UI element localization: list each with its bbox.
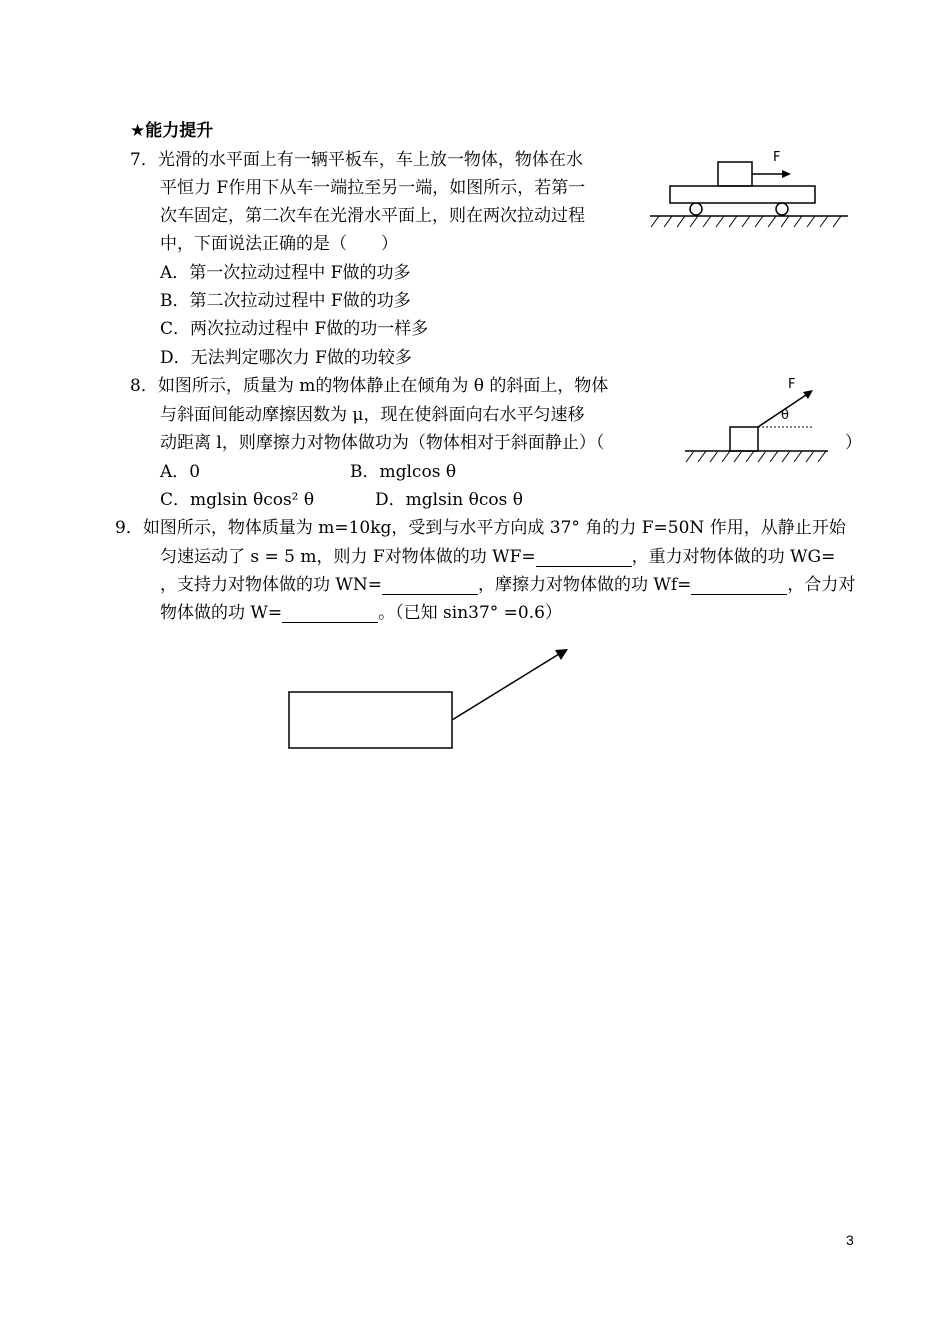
q9-line-2-text-b: ，重力对物体做的功 WG= bbox=[631, 547, 836, 567]
q8-theta-label: θ bbox=[781, 408, 789, 423]
force-arrow-icon bbox=[803, 390, 813, 399]
q9-line-4 bbox=[160, 598, 562, 623]
section-heading bbox=[130, 116, 213, 141]
q7-force-label: F bbox=[773, 150, 781, 165]
q9-line-3 bbox=[160, 570, 855, 595]
q7-line-1: 7．光滑的水平面上有一辆平板车，车上放一物体，物体在水 bbox=[130, 150, 583, 170]
q9-line-4-text-b: 。（已知 sin37° =0.6） bbox=[378, 603, 562, 623]
q7-option-c: C．两次拉动过程中 F做的功一样多 bbox=[160, 319, 429, 339]
q8-close-paren: ） bbox=[845, 433, 862, 453]
q7-option-a: A．第一次拉动过程中 F做的功多 bbox=[160, 263, 411, 283]
q9-line-1: 9．如图所示，物体质量为 m=10kg，受到与水平方向成 37° 角的力 F=50N 作用，从静止开始 bbox=[115, 518, 846, 538]
q7-line-2: 平恒力 F作用下从车一端拉至另一端，如图所示，若第一 bbox=[160, 178, 586, 198]
q8-line-3: 动距离 l，则摩擦力对物体做功为（物体相对于斜面静止）（ bbox=[160, 433, 605, 453]
ground-hatch bbox=[686, 451, 826, 462]
q8-force-label: F bbox=[788, 377, 796, 392]
q9-line-3-text-b: ，摩擦力对物体做的功 Wf= bbox=[478, 575, 692, 595]
q8-line-1: 8．如图所示，质量为 m的物体静止在倾角为 θ 的斜面上，物体 bbox=[130, 376, 609, 396]
q8-option-c: C．mglsin θcos² θ bbox=[160, 490, 315, 510]
q9-line-2 bbox=[160, 542, 835, 567]
cart-figure bbox=[645, 145, 855, 235]
wheel-icon bbox=[690, 203, 702, 215]
q8-option-a: A．0 bbox=[160, 462, 201, 482]
work-n-blank[interactable] bbox=[382, 576, 478, 595]
work-f-blank[interactable] bbox=[536, 548, 632, 567]
force-angle-figure bbox=[680, 372, 835, 467]
block-shape bbox=[289, 692, 452, 748]
q8-option-d: D．mglsin θcos θ bbox=[375, 490, 523, 510]
work-f-friction-blank[interactable] bbox=[691, 576, 787, 595]
q9-line-3-text: ，支持力对物体做的功 WN= bbox=[160, 575, 382, 595]
q8-line-2: 与斜面间能动摩擦因数为 μ，现在使斜面向右水平匀速移 bbox=[160, 405, 585, 425]
q9-line-2-text: 匀速运动了 s = 5 m，则力 F对物体做的功 WF= bbox=[160, 547, 536, 567]
q8-option-b: B．mglcos θ bbox=[350, 462, 457, 482]
q7-line-3: 次车固定，第二次车在光滑水平面上，则在两次拉动过程 bbox=[160, 206, 585, 226]
q7-option-d: D．无法判定哪次力 F做的功较多 bbox=[160, 348, 412, 368]
q9-line-3-text-c: ，合力对 bbox=[787, 575, 856, 595]
block-shape bbox=[730, 427, 758, 451]
star-icon: ★ bbox=[130, 121, 146, 141]
ground-hatch bbox=[651, 216, 841, 227]
section-title: 能力提升 bbox=[145, 121, 214, 141]
q7-option-b: B．第二次拉动过程中 F做的功多 bbox=[160, 291, 411, 311]
wheel-icon bbox=[776, 203, 788, 215]
block-force-figure bbox=[285, 645, 580, 755]
work-net-blank[interactable] bbox=[282, 604, 378, 623]
force-arrow-icon bbox=[782, 170, 791, 178]
block-shape bbox=[718, 162, 752, 186]
cart-body bbox=[670, 186, 815, 203]
q7-line-4: 中，下面说法正确的是（ ） bbox=[160, 234, 398, 254]
page-number: 3 bbox=[846, 1232, 854, 1248]
q9-line-4-text: 物体做的功 W= bbox=[160, 603, 283, 623]
